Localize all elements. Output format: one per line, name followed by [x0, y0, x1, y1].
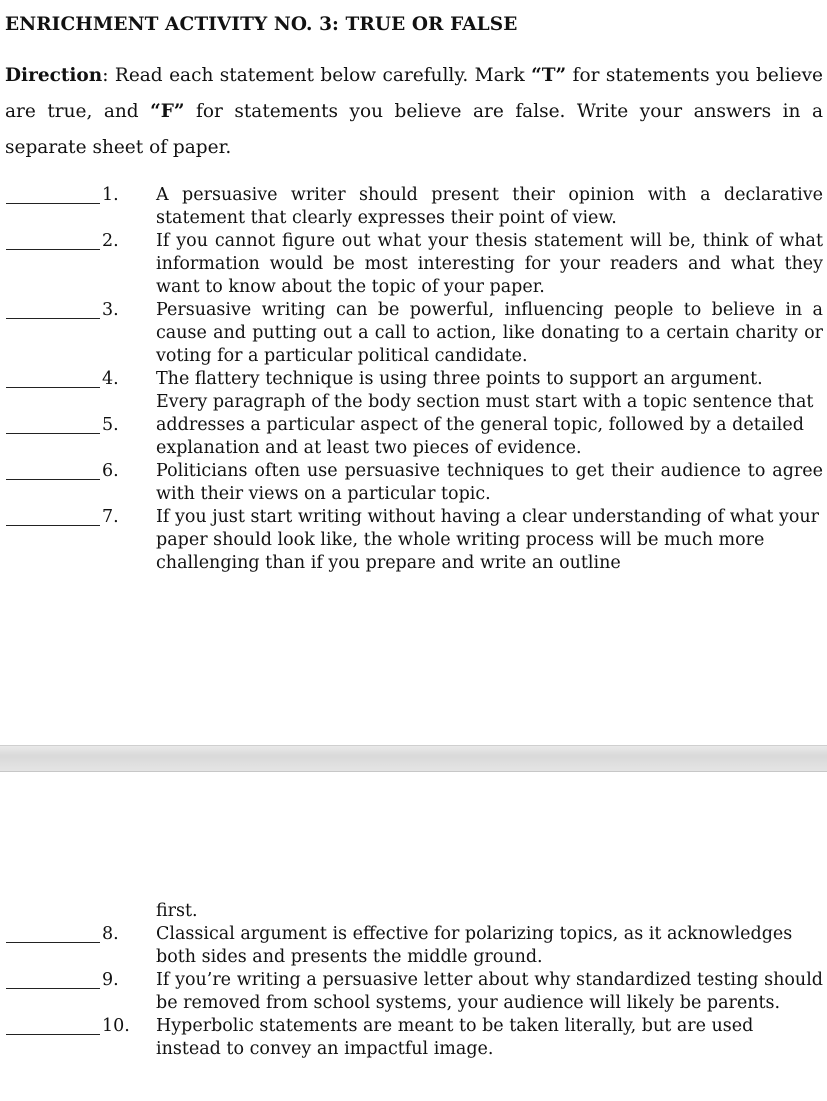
statement-number: 10. [102, 1016, 130, 1036]
direction-paragraph [5, 58, 823, 166]
statement-list-page-1 [0, 184, 827, 575]
page-break-divider [0, 745, 827, 772]
answer-blank[interactable] [6, 433, 100, 434]
answer-blank[interactable] [6, 1034, 100, 1035]
statement-number: 8. [102, 924, 119, 944]
statement-text: Classical argument is effective for polarizing topics, as it acknowledges both sides and presents the middle ground. [156, 924, 793, 967]
statement-item [0, 299, 827, 368]
answer-blank[interactable] [6, 318, 100, 319]
statement-text: A persuasive writer should present their opinion with a declarative statement that clearly expresses their point of view. [156, 185, 823, 228]
direction-text-1: : Read each statement below carefully. Mark [102, 65, 532, 86]
statement-text: Persuasive writing can be powerful, influencing people to believe in a cause and putting out a call to action, like donating to a certain charity or voting for a particular political candidate. [156, 300, 823, 366]
statement-list-page-2 [0, 900, 827, 1061]
statement-item [0, 391, 827, 460]
statement-text: Hyperbolic statements are meant to be taken literally, but are used instead to convey an impactful image. [156, 1016, 754, 1059]
statement-item [0, 506, 827, 575]
answer-blank[interactable] [6, 942, 100, 943]
statement-item [0, 368, 827, 391]
statement-item [0, 460, 827, 506]
answer-blank[interactable] [6, 988, 100, 989]
statement-number: 7. [102, 507, 119, 527]
direction-text-2: for statements you believe are true, and [5, 65, 823, 122]
answer-blank[interactable] [6, 525, 100, 526]
false-mark: “F” [150, 101, 185, 122]
statement-number: 1. [102, 185, 119, 205]
statement-number: 6. [102, 461, 119, 481]
statement-item [0, 184, 827, 230]
statement-text: The flattery technique is using three points to support an argument. [156, 369, 763, 389]
statement-text: Every paragraph of the body section must start with a topic sentence that addresses a particular aspect of the general topic, followed by a detailed explanation and at least two pieces of evidence. [156, 392, 814, 458]
statement-item [0, 230, 827, 299]
direction-text-3: for statements you believe are false. Write your answers in a separate sheet of paper. [5, 101, 823, 158]
statement-number: 3. [102, 300, 119, 320]
statement-number: 2. [102, 231, 119, 251]
statement-text: Politicians often use persuasive techniques to get their audience to agree with their views on a particular topic. [156, 461, 823, 504]
statement-text: If you cannot figure out what your thesis statement will be, think of what information would be most interesting for your readers and what they want to know about the topic of your paper. [156, 231, 823, 297]
statement-item [0, 1015, 827, 1061]
activity-title: ENRICHMENT ACTIVITY NO. 3: TRUE OR FALSE [5, 14, 518, 35]
statement-number: 4. [102, 369, 119, 389]
statement-item [0, 923, 827, 969]
answer-blank[interactable] [6, 479, 100, 480]
answer-blank[interactable] [6, 203, 100, 204]
statement-text: If you just start writing without having a clear understanding of what your paper should look like, the whole writing process will be much more challenging than if you prepare and write an outline [156, 507, 820, 573]
statement-continuation: first. [156, 901, 198, 921]
answer-blank[interactable] [6, 249, 100, 250]
statement-number: 5. [102, 415, 119, 435]
answer-blank[interactable] [6, 387, 100, 388]
statement-number: 9. [102, 970, 119, 990]
statement-text: If you’re writing a persuasive letter about why standardized testing should be removed from school systems, your audience will likely be parents. [156, 970, 823, 1013]
direction-label: Direction [5, 65, 103, 86]
statement-item [0, 969, 827, 1015]
true-mark: “T” [531, 65, 567, 86]
